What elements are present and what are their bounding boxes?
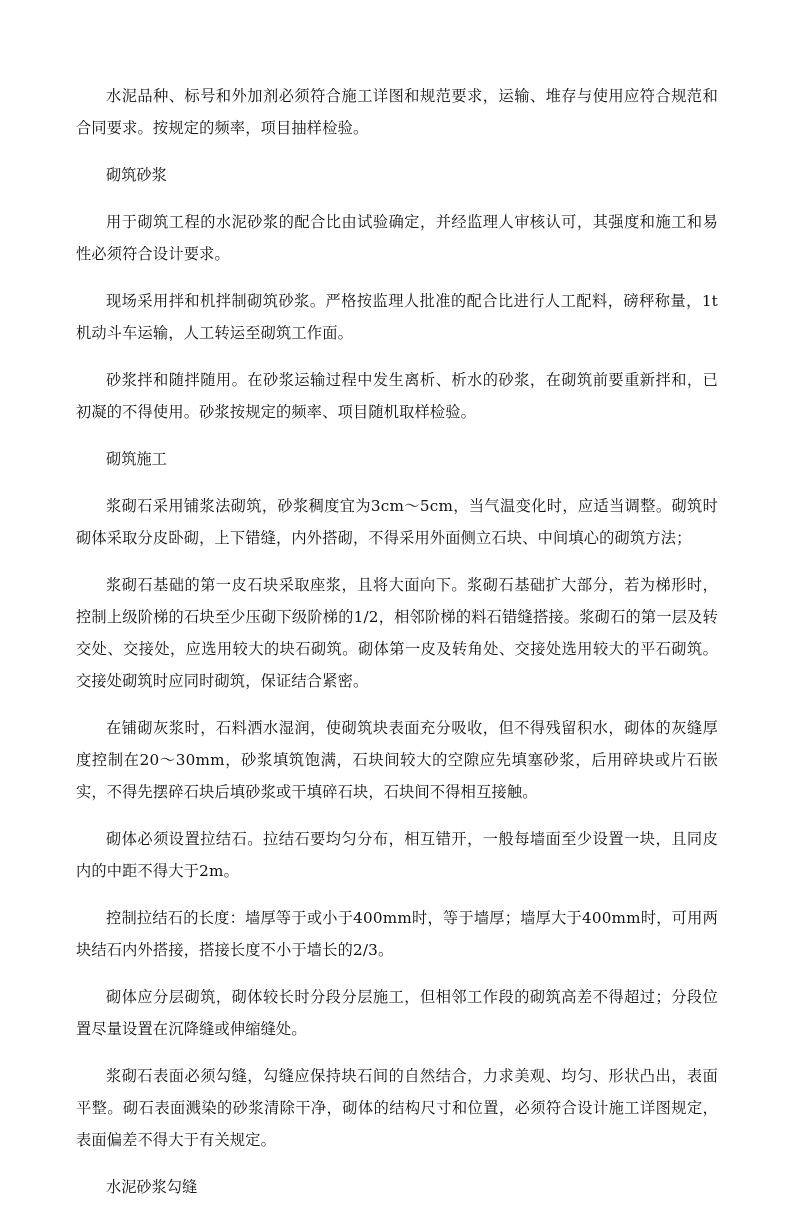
paragraph-foundation-first-course: 浆砌石基础的第一皮石块采取座浆，且将大面向下。浆砌石基础扩大部分，若为梯形时，控制上级阶梯的石块至少压砌下级阶梯的1/2，相邻阶梯的料石错缝搭接。浆砌石的第一层及转交处、交接处，应选用较大的块石砌筑。砌体第一皮及转角处、交接处选用较大的平石砌筑。交接处砌筑时应同时砌筑，保证结合紧密。 [76, 576, 718, 690]
paragraph-cement-requirements: 水泥品种、标号和外加剂必须符合施工详图和规范要求，运输、堆存与使用应符合规范和合同要求。按规定的频率，项目抽样检验。 [76, 87, 718, 137]
paragraph-tie-stones: 砌体必须设置拉结石。拉结石要均匀分布，相互错开，一般每墙面至少设置一块，且同皮内的中距不得大于2m。 [76, 830, 718, 880]
paragraph-pointing-surface: 浆砌石表面必须勾缝，勾缝应保持块石间的自然结合，力求美观、均匀、形状凸出，表面平整。砌石表面溅染的砂浆清除干净，砌体的结构尺寸和位置，必须符合设计施工详图规定，表面偏差不得大于有关规定。 [76, 1067, 718, 1149]
section-heading-masonry-mortar: 砌筑砂浆 [106, 166, 167, 184]
document-body [76, 80, 718, 1218]
paragraph-mortar-bedding: 在铺砌灰浆时，石料洒水湿润，使砌筑块表面充分吸收，但不得残留积水，砌体的灰缝厚度控制在20～30mm，砂浆填筑饱满，石块间较大的空隙应先填塞砂浆，后用碎块或片石嵌实，不得先摆碎石块后填砂浆或干填碎石块，石块间不得相互接触。 [76, 719, 718, 801]
paragraph-tie-stone-length: 控制拉结石的长度：墙厚等于或小于400mm时，等于墙厚；墙厚大于400mm时，可用两块结石内外搭接，搭接长度不小于墙长的2/3。 [76, 909, 718, 959]
paragraph-mortar-mix-ratio: 用于砌筑工程的水泥砂浆的配合比由试验确定，并经监理人审核认可，其强度和施工和易性必须符合设计要求。 [76, 213, 718, 263]
paragraph-layered-construction: 砌体应分层砌筑，砌体较长时分段分层施工，但相邻工作段的砌筑高差不得超过；分段位置尽量设置在沉降缝或伸缩缝处。 [76, 988, 718, 1038]
paragraph-laying-method: 浆砌石采用铺浆法砌筑，砂浆稠度宜为3cm～5cm，当气温变化时，应适当调整。砌筑时砌体采取分皮卧砌，上下错缝，内外搭砌，不得采用外面侧立石块、中间填心的砌筑方法； [76, 497, 718, 547]
paragraph-mortar-mixing-site: 现场采用拌和机拌制砌筑砂浆。严格按监理人批准的配合比进行人工配料，磅秤称量，1t机动斗车运输，人工转运至砌筑工作面。 [76, 292, 718, 342]
paragraph-mortar-usage: 砂浆拌和随拌随用。在砂浆运输过程中发生离析、析水的砂浆，在砌筑前要重新拌和，已初凝的不得使用。砂浆按规定的频率、项目随机取样检验。 [76, 371, 718, 421]
section-heading-cement-mortar-pointing: 水泥砂浆勾缝 [106, 1178, 198, 1196]
section-heading-masonry-construction: 砌筑施工 [106, 450, 167, 468]
